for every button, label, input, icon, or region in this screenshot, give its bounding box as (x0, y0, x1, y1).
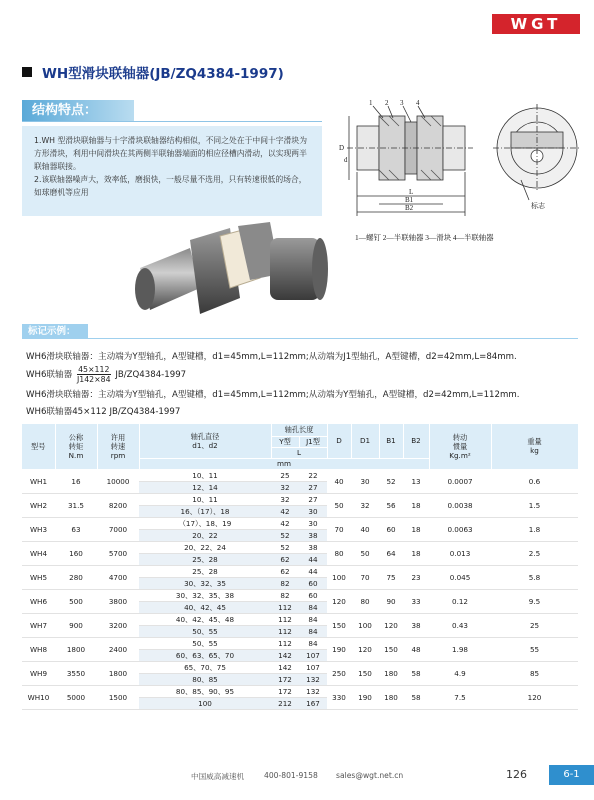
structure-divider (22, 121, 322, 122)
cell-bore: 10、11 (139, 493, 271, 505)
table-row (22, 541, 578, 553)
cell-D1: 50 (351, 541, 379, 565)
dim-label-B2: B2 (405, 204, 414, 212)
cell-inertia: 0.013 (429, 541, 491, 565)
cell-inertia: 0.12 (429, 589, 491, 613)
cell-torque: 31.5 (55, 493, 97, 517)
cell-B1: 180 (379, 685, 403, 709)
cell-model: WH3 (22, 517, 55, 541)
page-title-row (22, 62, 284, 82)
cell-D1: 40 (351, 517, 379, 541)
cell-D1: 70 (351, 565, 379, 589)
cell-j1-length: 38 (299, 529, 327, 541)
cell-weight: 120 (491, 685, 578, 709)
cell-y-length: 172 (271, 673, 299, 685)
cell-model: WH1 (22, 469, 55, 493)
th-L: L (271, 447, 327, 458)
cell-bore: 80、85 (139, 673, 271, 685)
cell-D: 120 (327, 589, 351, 613)
cell-D1: 190 (351, 685, 379, 709)
cell-speed: 10000 (97, 469, 139, 493)
cell-bore: 50、55 (139, 625, 271, 637)
th-weight: 重量 kg (491, 424, 578, 469)
cell-B1: 56 (379, 493, 403, 517)
cell-bore: 30、32、35、38 (139, 589, 271, 601)
cell-bore: 80、85、90、95 (139, 685, 271, 697)
cell-D: 250 (327, 661, 351, 685)
th-model: 型号 (22, 424, 55, 469)
cell-inertia: 0.0007 (429, 469, 491, 493)
cell-y-length: 32 (271, 481, 299, 493)
cell-D1: 32 (351, 493, 379, 517)
dim-label-d: d (344, 156, 348, 164)
cell-j1-length: 22 (299, 469, 327, 481)
brand-logo: WGT (492, 14, 580, 34)
cell-D1: 120 (351, 637, 379, 661)
cell-inertia: 0.43 (429, 613, 491, 637)
cell-D1: 30 (351, 469, 379, 493)
cell-bore: 16、（17）、18 (139, 505, 271, 517)
cell-B1: 150 (379, 637, 403, 661)
structure-description (22, 126, 322, 216)
cell-D: 150 (327, 613, 351, 637)
cell-torque: 16 (55, 469, 97, 493)
cell-torque: 900 (55, 613, 97, 637)
cell-bore: 100 (139, 697, 271, 709)
cell-y-length: 82 (271, 577, 299, 589)
cell-y-length: 112 (271, 601, 299, 613)
cell-torque: 3550 (55, 661, 97, 685)
table-row (22, 565, 578, 577)
th-D: D (327, 424, 351, 458)
part-number-3: 3 (400, 100, 404, 107)
structure-point-1: 1.WH 型滑块联轴器与十字滑块联轴器结构相似，不同之处在于中间十字滑块为方形滑块，利用中间滑块在其两侧半联轴器端面的相应径槽内滑动，以实现两半联轴器联接。 (34, 136, 307, 171)
part-number-2: 2 (385, 100, 389, 107)
marking-divider (22, 338, 578, 339)
cell-weight: 1.5 (491, 493, 578, 517)
cell-y-length: 172 (271, 685, 299, 697)
table-row (22, 613, 578, 625)
cell-j1-length: 30 (299, 505, 327, 517)
title-marker (22, 67, 32, 77)
cell-y-length: 62 (271, 553, 299, 565)
cell-torque: 5000 (55, 685, 97, 709)
cell-weight: 5.8 (491, 565, 578, 589)
th-D1: D1 (351, 424, 379, 458)
cell-model: WH7 (22, 613, 55, 637)
marking-example-1-desc: WH6滑块联轴器：主动端为Y型轴孔，A型键槽，d1=45mm,L=112mm;从动端为J1型轴孔，A型键槽，d2=42mm,L=84mm. (26, 352, 517, 362)
cell-B2: 18 (403, 517, 429, 541)
th-speed: 许用 转速 rpm (97, 424, 139, 469)
dim-label-D: D (339, 144, 345, 152)
cell-B1: 64 (379, 541, 403, 565)
page-footer (0, 770, 594, 786)
cell-inertia: 0.0038 (429, 493, 491, 517)
mark-label: 标志 (531, 202, 545, 210)
cell-B2: 18 (403, 541, 429, 565)
th-B1: B1 (379, 424, 403, 458)
cell-D: 330 (327, 685, 351, 709)
coupling-diagram (333, 100, 585, 248)
cell-weight: 0.6 (491, 469, 578, 493)
cell-y-length: 112 (271, 625, 299, 637)
cell-y-length: 82 (271, 589, 299, 601)
cell-j1-length: 84 (299, 613, 327, 625)
th-y-type: Y型 (271, 436, 299, 447)
cell-speed: 7000 (97, 517, 139, 541)
page-number: 126 (506, 768, 527, 781)
cell-torque: 63 (55, 517, 97, 541)
cell-model: WH8 (22, 637, 55, 661)
cell-j1-length: 60 (299, 577, 327, 589)
spec-table-body (22, 469, 578, 709)
cell-y-length: 52 (271, 529, 299, 541)
fraction-denominator: J142×84 (76, 375, 111, 384)
part-number-1: 1 (369, 100, 373, 107)
cell-weight: 85 (491, 661, 578, 685)
cell-weight: 55 (491, 637, 578, 661)
footer-email: sales@wgt.net.cn (336, 771, 404, 780)
marking-example-2-desc: WH6滑块联轴器：主动端为Y型轴孔，A型键槽，d1=45mm,L=112mm;从动端为Y型轴孔，A型键槽，d2=42mm,L=112mm. (26, 390, 520, 400)
marking-example-1-standard: JB/ZQ4384-1997 (115, 370, 187, 380)
th-B2: B2 (403, 424, 429, 458)
cell-bore: 30、32、35 (139, 577, 271, 589)
spec-table (22, 424, 579, 710)
cell-model: WH4 (22, 541, 55, 565)
cell-j1-length: 60 (299, 589, 327, 601)
cell-j1-length: 44 (299, 565, 327, 577)
cell-speed: 4700 (97, 565, 139, 589)
cell-D1: 100 (351, 613, 379, 637)
page-title: WH型滑块联轴器(JB/ZQ4384-1997) (42, 66, 284, 82)
th-unit-mm: mm (139, 458, 429, 469)
cell-bore: 60、63、65、70 (139, 649, 271, 661)
cell-speed: 1500 (97, 685, 139, 709)
cell-model: WH5 (22, 565, 55, 589)
cell-torque: 1800 (55, 637, 97, 661)
cell-B2: 38 (403, 613, 429, 637)
cell-bore: 65、70、75 (139, 661, 271, 673)
cell-B2: 48 (403, 637, 429, 661)
table-row (22, 661, 578, 673)
cell-j1-length: 84 (299, 601, 327, 613)
table-row (22, 469, 578, 481)
cell-weight: 25 (491, 613, 578, 637)
cell-bore: （17）、18、19 (139, 517, 271, 529)
structure-point-2: 2.该联轴器噪声大，效率低，磨损快，一般尽量不选用，只有转速很低的场合，如球磨机等应用 (34, 175, 307, 197)
table-row (22, 493, 578, 505)
cell-torque: 280 (55, 565, 97, 589)
parts-legend: 1—螺钉 2—半联轴器 3—滑块 4—半联轴器 (355, 233, 494, 242)
cell-inertia: 4.9 (429, 661, 491, 685)
cell-D: 50 (327, 493, 351, 517)
cell-model: WH2 (22, 493, 55, 517)
cell-j1-length: 27 (299, 493, 327, 505)
section-badge: 6-1 (549, 765, 594, 785)
table-row (22, 685, 578, 697)
cell-bore: 25、28 (139, 565, 271, 577)
cell-D: 100 (327, 565, 351, 589)
cell-y-length: 142 (271, 649, 299, 661)
marking-header: 标记示例： (22, 324, 88, 339)
cell-B2: 23 (403, 565, 429, 589)
cell-j1-length: 132 (299, 673, 327, 685)
cell-j1-length: 107 (299, 649, 327, 661)
cell-j1-length: 107 (299, 661, 327, 673)
footer-company: 中国威高减速机 (191, 772, 245, 781)
cell-speed: 1800 (97, 661, 139, 685)
cell-speed: 5700 (97, 541, 139, 565)
coupling-photo (120, 218, 330, 328)
cell-y-length: 112 (271, 637, 299, 649)
th-torque: 公称 转矩 N.m (55, 424, 97, 469)
cell-bore: 20、22、24 (139, 541, 271, 553)
part-number-4: 4 (416, 100, 420, 107)
th-bore: 轴孔直径 d1、d2 (139, 424, 271, 458)
cell-bore: 10、11 (139, 469, 271, 481)
cell-torque: 500 (55, 589, 97, 613)
cell-j1-length: 27 (299, 481, 327, 493)
cell-B1: 120 (379, 613, 403, 637)
cell-inertia: 0.0063 (429, 517, 491, 541)
cell-B2: 13 (403, 469, 429, 493)
cell-j1-length: 38 (299, 541, 327, 553)
structure-header: 结构特点： (22, 100, 134, 122)
cell-B2: 33 (403, 589, 429, 613)
cell-weight: 2.5 (491, 541, 578, 565)
cell-y-length: 142 (271, 661, 299, 673)
cell-j1-length: 84 (299, 637, 327, 649)
fraction-numerator: 45×112 (78, 365, 110, 374)
cell-inertia: 0.045 (429, 565, 491, 589)
cell-j1-length: 84 (299, 625, 327, 637)
cell-inertia: 1.98 (429, 637, 491, 661)
cell-j1-length: 44 (299, 553, 327, 565)
cell-y-length: 42 (271, 505, 299, 517)
cell-speed: 3800 (97, 589, 139, 613)
cell-D1: 150 (351, 661, 379, 685)
cell-y-length: 42 (271, 517, 299, 529)
cell-bore: 12、14 (139, 481, 271, 493)
cell-y-length: 212 (271, 697, 299, 709)
cell-B1: 75 (379, 565, 403, 589)
cell-torque: 160 (55, 541, 97, 565)
spec-table-wrapper (22, 424, 578, 710)
cell-bore: 40、42、45 (139, 601, 271, 613)
cell-bore: 40、42、45、48 (139, 613, 271, 625)
cell-j1-length: 30 (299, 517, 327, 529)
marking-example-1-fraction (77, 365, 111, 384)
table-row (22, 517, 578, 529)
th-shaft-length: 轴孔长度 (271, 424, 327, 436)
footer-phone: 400-801-9158 (264, 771, 318, 780)
cell-B2: 58 (403, 685, 429, 709)
cell-inertia: 7.5 (429, 685, 491, 709)
cell-D: 40 (327, 469, 351, 493)
cell-speed: 8200 (97, 493, 139, 517)
cell-j1-length: 167 (299, 697, 327, 709)
cell-speed: 2400 (97, 637, 139, 661)
cell-model: WH6 (22, 589, 55, 613)
marking-example-2-code: WH6联轴器45×112 JB/ZQ4384-1997 (26, 407, 181, 417)
cell-model: WH9 (22, 661, 55, 685)
cell-y-length: 25 (271, 469, 299, 481)
marking-example-1-prefix: WH6联轴器 (26, 370, 73, 380)
cell-bore: 50、55 (139, 637, 271, 649)
cell-B1: 60 (379, 517, 403, 541)
cell-y-length: 32 (271, 493, 299, 505)
cell-y-length: 62 (271, 565, 299, 577)
cell-y-length: 112 (271, 613, 299, 625)
cell-B1: 180 (379, 661, 403, 685)
cell-B1: 52 (379, 469, 403, 493)
table-row (22, 589, 578, 601)
cell-B2: 18 (403, 493, 429, 517)
cell-weight: 9.5 (491, 589, 578, 613)
cell-D: 190 (327, 637, 351, 661)
dim-label-L: L (409, 188, 414, 196)
cell-B2: 58 (403, 661, 429, 685)
cell-B1: 90 (379, 589, 403, 613)
th-j1-type: J1型 (299, 436, 327, 447)
cell-y-length: 52 (271, 541, 299, 553)
cell-speed: 3200 (97, 613, 139, 637)
cell-D1: 80 (351, 589, 379, 613)
cell-j1-length: 132 (299, 685, 327, 697)
dim-label-B1: B1 (405, 196, 414, 204)
cell-D: 80 (327, 541, 351, 565)
table-row (22, 637, 578, 649)
th-inertia: 转动 惯量 Kg.m² (429, 424, 491, 469)
marking-example-1-code (26, 365, 186, 384)
cell-D: 70 (327, 517, 351, 541)
cell-bore: 20、22 (139, 529, 271, 541)
cell-weight: 1.8 (491, 517, 578, 541)
cell-model: WH10 (22, 685, 55, 709)
cell-bore: 25、28 (139, 553, 271, 565)
